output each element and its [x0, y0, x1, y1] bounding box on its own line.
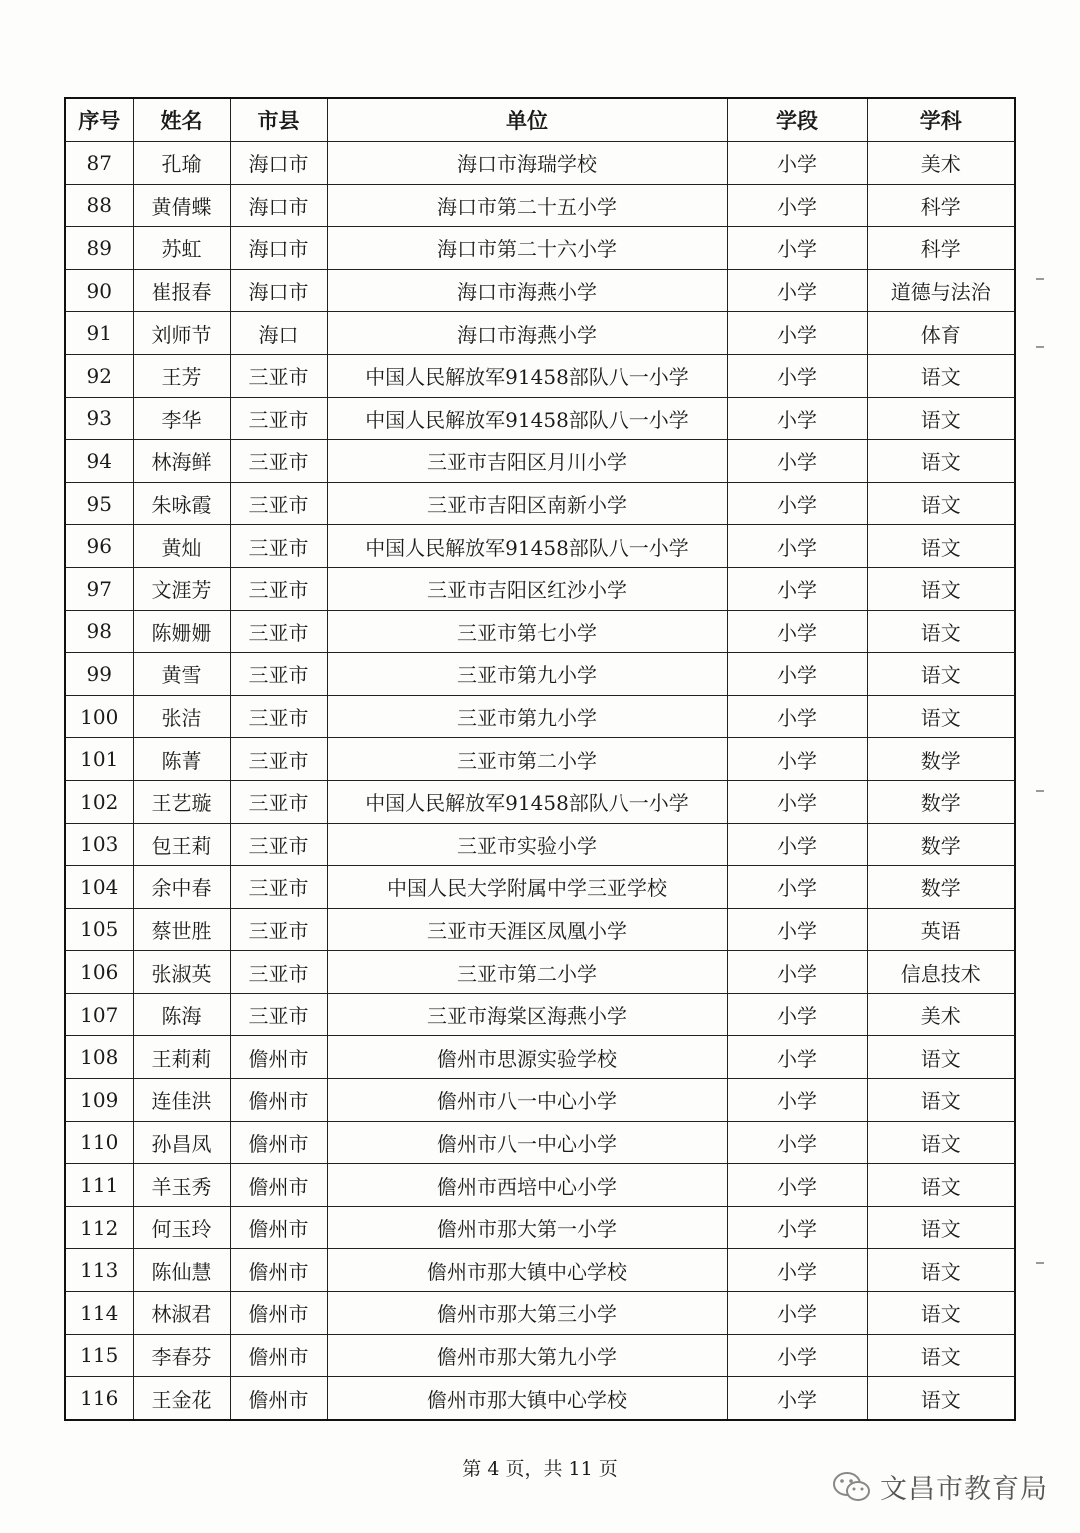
cell-number: 88 — [65, 184, 133, 227]
watermark — [832, 1467, 1048, 1506]
table-row — [65, 823, 1015, 866]
table-row — [65, 951, 1015, 994]
cell-unit: 儋州市那大镇中心学校 — [327, 1377, 727, 1420]
cell-city: 儋州市 — [230, 1036, 327, 1079]
cell-name: 林海鲜 — [133, 440, 230, 483]
cell-unit: 三亚市海棠区海燕小学 — [327, 993, 727, 1036]
cell-unit: 海口市第二十六小学 — [327, 227, 727, 270]
cell-name: 王金花 — [133, 1377, 230, 1420]
cell-unit: 中国人民解放军91458部队八一小学 — [327, 397, 727, 440]
table-row — [65, 1377, 1015, 1420]
cell-number: 110 — [65, 1121, 133, 1164]
cell-city: 海口市 — [230, 227, 327, 270]
cell-unit: 三亚市第九小学 — [327, 653, 727, 696]
cell-unit: 三亚市第二小学 — [327, 951, 727, 994]
cell-subject: 语文 — [867, 354, 1015, 397]
cell-name: 陈海 — [133, 993, 230, 1036]
cell-number: 97 — [65, 567, 133, 610]
cell-subject: 语文 — [867, 653, 1015, 696]
cell-stage: 小学 — [727, 1121, 867, 1164]
margin-mark — [1036, 790, 1044, 792]
cell-stage: 小学 — [727, 1164, 867, 1207]
cell-city: 三亚市 — [230, 525, 327, 568]
cell-name: 包王莉 — [133, 823, 230, 866]
cell-subject: 科学 — [867, 227, 1015, 270]
cell-number: 87 — [65, 142, 133, 185]
cell-number: 91 — [65, 312, 133, 355]
cell-stage: 小学 — [727, 780, 867, 823]
cell-number: 116 — [65, 1377, 133, 1420]
page-number: 第 4 页，共 11 页 — [462, 1458, 618, 1480]
table-row — [65, 1164, 1015, 1207]
cell-unit: 儋州市八一中心小学 — [327, 1121, 727, 1164]
cell-stage: 小学 — [727, 525, 867, 568]
cell-number: 100 — [65, 695, 133, 738]
header-number: 序号 — [65, 98, 133, 142]
cell-unit: 三亚市吉阳区月川小学 — [327, 440, 727, 483]
cell-city: 儋州市 — [230, 1164, 327, 1207]
table-row — [65, 695, 1015, 738]
cell-unit: 海口市海燕小学 — [327, 312, 727, 355]
cell-name: 李华 — [133, 397, 230, 440]
cell-number: 89 — [65, 227, 133, 270]
cell-subject: 美术 — [867, 993, 1015, 1036]
cell-number: 115 — [65, 1334, 133, 1377]
cell-city: 三亚市 — [230, 653, 327, 696]
cell-stage: 小学 — [727, 866, 867, 909]
cell-city: 儋州市 — [230, 1334, 327, 1377]
table-row — [65, 482, 1015, 525]
cell-city: 儋州市 — [230, 1377, 327, 1420]
table-row — [65, 1079, 1015, 1122]
table-row — [65, 908, 1015, 951]
cell-city: 三亚市 — [230, 482, 327, 525]
table-header-row — [65, 98, 1015, 142]
wechat-icon — [832, 1470, 872, 1504]
cell-city: 三亚市 — [230, 695, 327, 738]
cell-subject: 语文 — [867, 1292, 1015, 1335]
cell-city: 三亚市 — [230, 780, 327, 823]
cell-number: 114 — [65, 1292, 133, 1335]
cell-stage: 小学 — [727, 1377, 867, 1420]
cell-unit: 三亚市吉阳区南新小学 — [327, 482, 727, 525]
cell-subject: 语文 — [867, 525, 1015, 568]
cell-stage: 小学 — [727, 567, 867, 610]
cell-city: 三亚市 — [230, 993, 327, 1036]
table-row — [65, 227, 1015, 270]
cell-name: 何玉玲 — [133, 1206, 230, 1249]
cell-name: 林淑君 — [133, 1292, 230, 1335]
cell-unit: 三亚市第二小学 — [327, 738, 727, 781]
cell-city: 海口 — [230, 312, 327, 355]
cell-name: 蔡世胜 — [133, 908, 230, 951]
cell-subject: 体育 — [867, 312, 1015, 355]
table-row — [65, 653, 1015, 696]
cell-city: 三亚市 — [230, 823, 327, 866]
cell-stage: 小学 — [727, 951, 867, 994]
margin-mark — [1036, 1262, 1044, 1264]
cell-subject: 科学 — [867, 184, 1015, 227]
cell-stage: 小学 — [727, 184, 867, 227]
cell-number: 108 — [65, 1036, 133, 1079]
cell-unit: 儋州市西培中心小学 — [327, 1164, 727, 1207]
roster-table — [64, 97, 1016, 1421]
cell-subject: 语文 — [867, 397, 1015, 440]
cell-name: 张洁 — [133, 695, 230, 738]
cell-city: 三亚市 — [230, 866, 327, 909]
header-stage: 学段 — [727, 98, 867, 142]
cell-city: 儋州市 — [230, 1292, 327, 1335]
cell-subject: 语文 — [867, 610, 1015, 653]
table-body — [65, 142, 1015, 1420]
cell-number: 113 — [65, 1249, 133, 1292]
cell-number: 104 — [65, 866, 133, 909]
cell-number: 94 — [65, 440, 133, 483]
table-row — [65, 1036, 1015, 1079]
cell-stage: 小学 — [727, 823, 867, 866]
margin-mark — [1036, 278, 1044, 280]
cell-unit: 三亚市天涯区凤凰小学 — [327, 908, 727, 951]
cell-number: 92 — [65, 354, 133, 397]
cell-number: 96 — [65, 525, 133, 568]
cell-unit: 儋州市那大第一小学 — [327, 1206, 727, 1249]
cell-number: 93 — [65, 397, 133, 440]
cell-subject: 语文 — [867, 1079, 1015, 1122]
header-subject: 学科 — [867, 98, 1015, 142]
cell-name: 连佳洪 — [133, 1079, 230, 1122]
table-row — [65, 1292, 1015, 1335]
cell-unit: 三亚市第七小学 — [327, 610, 727, 653]
cell-city: 儋州市 — [230, 1206, 327, 1249]
cell-name: 陈仙慧 — [133, 1249, 230, 1292]
cell-name: 刘师节 — [133, 312, 230, 355]
table-row — [65, 780, 1015, 823]
table-row — [65, 184, 1015, 227]
cell-city: 海口市 — [230, 184, 327, 227]
table-row — [65, 567, 1015, 610]
cell-subject: 语文 — [867, 1121, 1015, 1164]
cell-city: 三亚市 — [230, 397, 327, 440]
cell-name: 黄雪 — [133, 653, 230, 696]
cell-stage: 小学 — [727, 269, 867, 312]
cell-stage: 小学 — [727, 738, 867, 781]
table-row — [65, 1334, 1015, 1377]
cell-name: 孙昌凤 — [133, 1121, 230, 1164]
cell-stage: 小学 — [727, 695, 867, 738]
cell-number: 103 — [65, 823, 133, 866]
cell-unit: 儋州市八一中心小学 — [327, 1079, 727, 1122]
cell-name: 余中春 — [133, 866, 230, 909]
cell-subject: 语文 — [867, 1206, 1015, 1249]
cell-number: 102 — [65, 780, 133, 823]
cell-city: 儋州市 — [230, 1121, 327, 1164]
cell-number: 107 — [65, 993, 133, 1036]
table-row — [65, 525, 1015, 568]
table-row — [65, 354, 1015, 397]
cell-name: 李春芬 — [133, 1334, 230, 1377]
cell-name: 陈姗姗 — [133, 610, 230, 653]
cell-stage: 小学 — [727, 610, 867, 653]
cell-name: 黄灿 — [133, 525, 230, 568]
cell-name: 崔报春 — [133, 269, 230, 312]
cell-subject: 语文 — [867, 1164, 1015, 1207]
cell-stage: 小学 — [727, 312, 867, 355]
cell-unit: 儋州市那大镇中心学校 — [327, 1249, 727, 1292]
cell-unit: 中国人民解放军91458部队八一小学 — [327, 525, 727, 568]
cell-unit: 海口市海燕小学 — [327, 269, 727, 312]
cell-name: 苏虹 — [133, 227, 230, 270]
cell-city: 儋州市 — [230, 1249, 327, 1292]
cell-subject: 道德与法治 — [867, 269, 1015, 312]
header-name: 姓名 — [133, 98, 230, 142]
cell-stage: 小学 — [727, 1206, 867, 1249]
cell-subject: 美术 — [867, 142, 1015, 185]
cell-stage: 小学 — [727, 1079, 867, 1122]
cell-number: 90 — [65, 269, 133, 312]
cell-name: 陈菁 — [133, 738, 230, 781]
watermark-text: 文昌市教育局 — [880, 1474, 1048, 1505]
cell-unit: 儋州市思源实验学校 — [327, 1036, 727, 1079]
cell-name: 羊玉秀 — [133, 1164, 230, 1207]
cell-subject: 语文 — [867, 482, 1015, 525]
cell-subject: 信息技术 — [867, 951, 1015, 994]
cell-stage: 小学 — [727, 440, 867, 483]
cell-name: 孔瑜 — [133, 142, 230, 185]
cell-city: 三亚市 — [230, 440, 327, 483]
cell-number: 101 — [65, 738, 133, 781]
cell-name: 王艺璇 — [133, 780, 230, 823]
cell-city: 儋州市 — [230, 1079, 327, 1122]
cell-name: 黄倩蝶 — [133, 184, 230, 227]
header-city: 市县 — [230, 98, 327, 142]
cell-name: 张淑英 — [133, 951, 230, 994]
cell-subject: 英语 — [867, 908, 1015, 951]
table-row — [65, 397, 1015, 440]
cell-subject: 语文 — [867, 1334, 1015, 1377]
cell-city: 三亚市 — [230, 951, 327, 994]
cell-stage: 小学 — [727, 908, 867, 951]
cell-subject: 数学 — [867, 738, 1015, 781]
cell-number: 98 — [65, 610, 133, 653]
cell-city: 三亚市 — [230, 567, 327, 610]
cell-city: 海口市 — [230, 142, 327, 185]
table-row — [65, 1249, 1015, 1292]
table-row — [65, 738, 1015, 781]
cell-stage: 小学 — [727, 1249, 867, 1292]
cell-subject: 数学 — [867, 866, 1015, 909]
cell-number: 112 — [65, 1206, 133, 1249]
cell-stage: 小学 — [727, 993, 867, 1036]
cell-unit: 儋州市那大第三小学 — [327, 1292, 727, 1335]
cell-unit: 海口市海瑞学校 — [327, 142, 727, 185]
cell-subject: 语文 — [867, 440, 1015, 483]
cell-unit: 儋州市那大第九小学 — [327, 1334, 727, 1377]
cell-number: 95 — [65, 482, 133, 525]
cell-stage: 小学 — [727, 1292, 867, 1335]
table-row — [65, 269, 1015, 312]
cell-city: 海口市 — [230, 269, 327, 312]
cell-subject: 数学 — [867, 780, 1015, 823]
table-row — [65, 1121, 1015, 1164]
cell-number: 109 — [65, 1079, 133, 1122]
table-row — [65, 1206, 1015, 1249]
cell-name: 文涯芳 — [133, 567, 230, 610]
header-unit: 单位 — [327, 98, 727, 142]
cell-stage: 小学 — [727, 1334, 867, 1377]
table-row — [65, 440, 1015, 483]
cell-unit: 三亚市第九小学 — [327, 695, 727, 738]
cell-city: 三亚市 — [230, 738, 327, 781]
cell-name: 王莉莉 — [133, 1036, 230, 1079]
cell-city: 三亚市 — [230, 908, 327, 951]
cell-unit: 三亚市吉阳区红沙小学 — [327, 567, 727, 610]
cell-subject: 语文 — [867, 567, 1015, 610]
cell-subject: 数学 — [867, 823, 1015, 866]
cell-unit: 三亚市实验小学 — [327, 823, 727, 866]
cell-stage: 小学 — [727, 397, 867, 440]
margin-mark — [1036, 346, 1044, 348]
cell-stage: 小学 — [727, 142, 867, 185]
cell-subject: 语文 — [867, 695, 1015, 738]
table-row — [65, 993, 1015, 1036]
cell-subject: 语文 — [867, 1249, 1015, 1292]
cell-name: 朱咏霞 — [133, 482, 230, 525]
cell-stage: 小学 — [727, 653, 867, 696]
cell-name: 王芳 — [133, 354, 230, 397]
cell-unit: 中国人民解放军91458部队八一小学 — [327, 354, 727, 397]
cell-stage: 小学 — [727, 482, 867, 525]
cell-subject: 语文 — [867, 1377, 1015, 1420]
cell-city: 三亚市 — [230, 610, 327, 653]
table-row — [65, 142, 1015, 185]
cell-number: 105 — [65, 908, 133, 951]
cell-unit: 海口市第二十五小学 — [327, 184, 727, 227]
cell-number: 111 — [65, 1164, 133, 1207]
cell-city: 三亚市 — [230, 354, 327, 397]
cell-subject: 语文 — [867, 1036, 1015, 1079]
cell-number: 106 — [65, 951, 133, 994]
table-row — [65, 866, 1015, 909]
table-row — [65, 312, 1015, 355]
cell-unit: 中国人民解放军91458部队八一小学 — [327, 780, 727, 823]
cell-number: 99 — [65, 653, 133, 696]
table-row — [65, 610, 1015, 653]
cell-stage: 小学 — [727, 227, 867, 270]
cell-stage: 小学 — [727, 354, 867, 397]
cell-stage: 小学 — [727, 1036, 867, 1079]
cell-unit: 中国人民大学附属中学三亚学校 — [327, 866, 727, 909]
